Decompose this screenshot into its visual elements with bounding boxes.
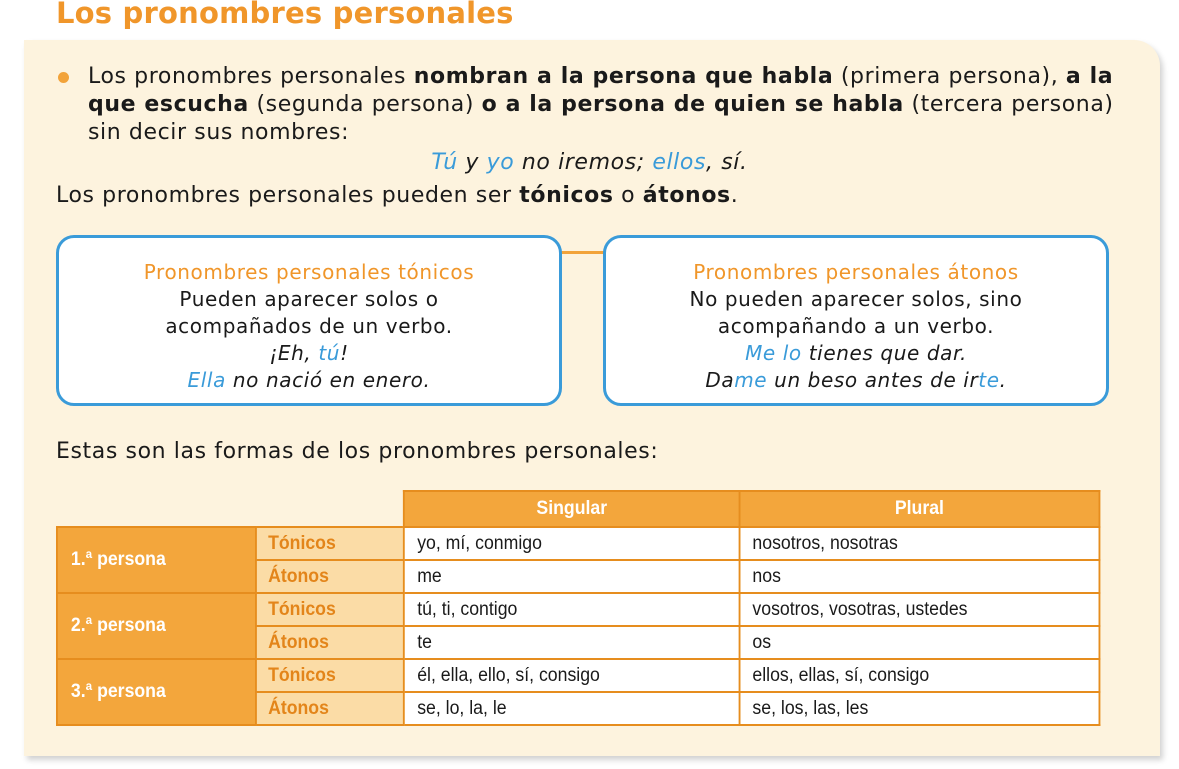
bullet-icon (58, 72, 69, 83)
atonos-example1 (606, 340, 1106, 367)
example-text: tienes que dar. (801, 341, 967, 365)
types-text: . (730, 183, 739, 208)
plural-cell: vosotros, vosotras, ustedes (739, 593, 1099, 626)
atonos-line1: No pueden aparecer solos, sino (689, 287, 1023, 311)
pronoun-forms-table (56, 490, 1100, 726)
plural-cell: nosotros, nosotras (739, 527, 1099, 560)
example-text: ! (340, 341, 349, 365)
intro-text: (primera persona), (833, 64, 1066, 89)
page-title: Los pronombres personales (56, 0, 514, 30)
example-text: un beso antes de ir (767, 368, 979, 392)
persona-cell: 3.ª persona (57, 659, 256, 725)
tonicos-label: Tónicos (256, 527, 404, 560)
singular-cell: yo, mí, conmigo (404, 527, 739, 560)
pronoun-highlight: te (978, 368, 1000, 392)
atonos-label: Átonos (256, 560, 404, 593)
tonicos-heading: Pronombres personales tónicos (143, 260, 475, 284)
header-singular: Singular (404, 491, 739, 527)
persona-cell: 1.ª persona (57, 527, 256, 593)
plural-cell: os (739, 626, 1099, 659)
tonicos-example2 (59, 367, 559, 394)
singular-cell: se, lo, la, le (404, 692, 739, 725)
pronoun-highlight: me (734, 368, 768, 392)
persona-cell: 2.ª persona (57, 593, 256, 659)
singular-cell: me (404, 560, 739, 593)
intro-bold: nombran a la persona que habla (413, 64, 834, 89)
example-text: Da (705, 368, 735, 392)
singular-cell: tú, ti, contigo (404, 593, 739, 626)
example-text: no iremos; (514, 150, 653, 175)
singular-cell: él, ella, ello, sí, consigo (404, 659, 739, 692)
pronoun-highlight: Me lo (745, 341, 802, 365)
plural-cell: nos (739, 560, 1099, 593)
types-bold: tónicos (519, 183, 614, 208)
example-text: ¡Eh, (269, 341, 319, 365)
forms-intro: Estas son las formas de los pronombres personales: (56, 439, 659, 464)
example-text: . (999, 368, 1007, 392)
tonicos-line1: Pueden aparecer solos o (179, 287, 439, 311)
intro-paragraph (88, 63, 1148, 147)
intro-text: (segunda persona) (248, 92, 482, 117)
pronoun-highlight: yo (486, 150, 515, 175)
plural-cell: ellos, ellas, sí, consigo (739, 659, 1099, 692)
atonos-box (603, 235, 1109, 406)
example-text: y (457, 150, 487, 175)
pronoun-highlight: ellos (652, 150, 707, 175)
table-row (57, 527, 1100, 560)
example-text: , sí. (706, 150, 748, 175)
atonos-example2 (606, 367, 1106, 394)
table-row (57, 593, 1100, 626)
tonicos-example1 (59, 340, 559, 367)
atonos-heading: Pronombres personales átonos (693, 260, 1019, 284)
tonicos-line2: acompañados de un verbo. (165, 314, 453, 338)
header-empty-cell (57, 491, 404, 527)
tonicos-label: Tónicos (256, 659, 404, 692)
atonos-label: Átonos (256, 692, 404, 725)
intro-bold: a la que escucha (88, 64, 1114, 117)
tonicos-label: Tónicos (256, 593, 404, 626)
table-header-row (57, 491, 1100, 527)
atonos-label: Átonos (256, 626, 404, 659)
atonos-line2: acompañando a un verbo. (717, 314, 995, 338)
intro-text: (tercera persona) sin decir sus nombres: (88, 92, 1114, 145)
header-plural: Plural (739, 491, 1099, 527)
plural-cell: se, los, las, les (739, 692, 1099, 725)
types-text: o (613, 183, 643, 208)
table-row (57, 659, 1100, 692)
types-text: Los pronombres personales pueden ser (56, 183, 520, 208)
intro-text: Los pronombres personales (88, 64, 414, 89)
example-sentence (0, 150, 1179, 175)
pronoun-highlight: tú (318, 341, 341, 365)
types-bold: átonos (642, 183, 731, 208)
types-line (56, 183, 738, 208)
pronoun-highlight: Tú (431, 150, 458, 175)
intro-bold: o a la persona de quien se habla (481, 92, 904, 117)
singular-cell: te (404, 626, 739, 659)
pronoun-highlight: Ella (187, 368, 226, 392)
example-text: no nació en enero. (225, 368, 431, 392)
tonicos-box (56, 235, 562, 406)
